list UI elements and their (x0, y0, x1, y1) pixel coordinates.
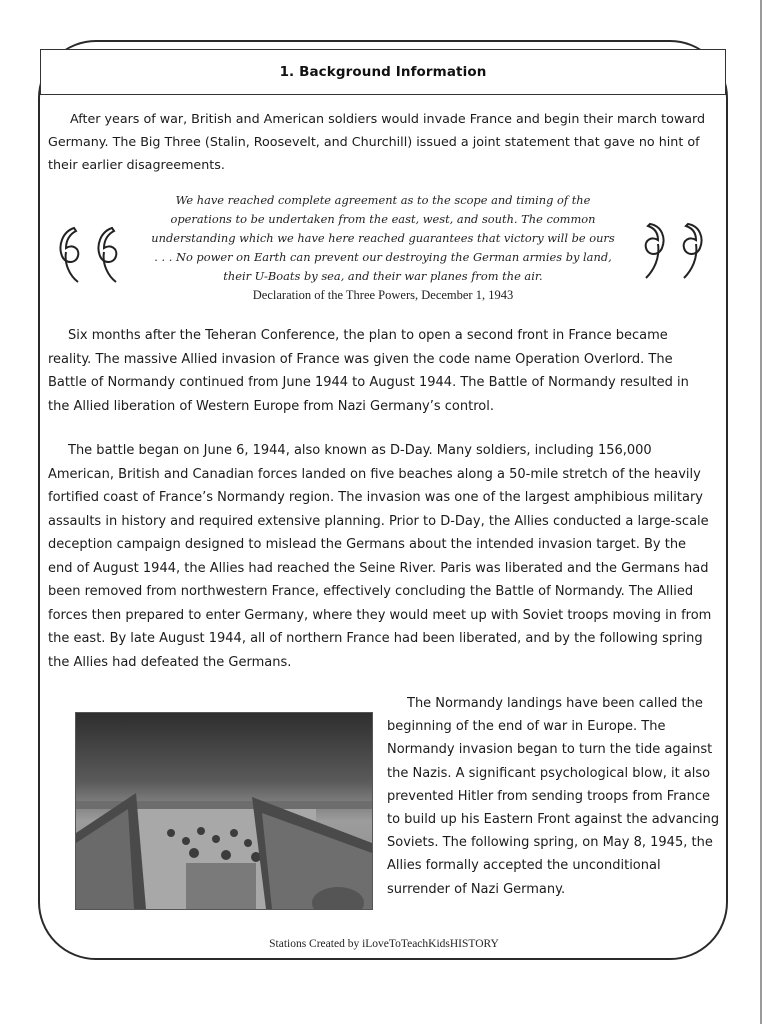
intro-text: After years of war, British and American soldiers would invade France and begin their march toward Germany. The Big Three (Stalin, Roosevelt, and Churchill) issued a joint statement that gave no hint of their earlier disagreements. (48, 111, 706, 172)
d-day-landing-photo (75, 712, 373, 910)
open-quote-icon (56, 224, 136, 284)
close-quote-icon (628, 220, 708, 280)
scan-edge-line (760, 0, 762, 1024)
footer-credit: Stations Created by iLoveToTeachKidsHISTORY (269, 938, 499, 950)
intro-paragraph (48, 107, 714, 176)
body-paragraph-1-text: Six months after the Teheran Conference, the plan to open a second front in France became reality. The massive Allied invasion of France was given the code name Operation Overlord. The Battle of Normandy continued from June 1944 to August 1944. The Battle of Normandy resulted in the Allied liberation of Western Europe from Nazi Germany’s control. (48, 328, 689, 414)
body-paragraph-3 (387, 692, 722, 901)
body-paragraph-2-text: The battle began on June 6, 1944, also known as D-Day. Many soldiers, including 156,000 American, British and Canadian forces landed on five beaches along a 50-mile stretch of the heavily fortified coast of France’s Normandy region. The invasion was one of the largest amphibious military assaults in history and required extensive planning. Prior to D-Day, the Allies conducted a large-scale deception campaign designed to mislead the Germans about the intended invasion target. By the end of August 1944, the Allies had reached the Seine River. Paris was liberated and the Germans had been removed from northwestern France, effectively concluding the Battle of Normandy. The Allied forces then prepared to enter Germany, where they would meet up with Soviet troops moving in from the east. By late August 1944, all of northern France had been liberated, and by the following spring the Allies had defeated the Germans. (48, 443, 712, 670)
quote-text: We have reached complete agreement as to the scope and timing of the operations to be undertaken from the east, west, and south. The common understanding which we have here reached guarantees that victory will be ours . . . No power on Earth can prevent our destroying the German armies by land, their U-Boats by sea, and their war planes from the air. (151, 193, 615, 283)
body-paragraph-2 (48, 439, 714, 674)
body-paragraph-1 (48, 324, 714, 418)
quote-attribution: Declaration of the Three Powers, December 1, 1943 (252, 288, 514, 302)
section-title: 1. Background Information (279, 64, 487, 80)
body-paragraph-3-text: The Normandy landings have been called the beginning of the end of war in Europe. The Normandy invasion began to turn the tide against the Nazis. A significant psychological blow, it also prevented Hitler from sending troops from France to build up his Eastern Front against the advancing Soviets. The following spring, on May 8, 1945, the Allies formally accepted the unconditional surrender of Nazi Germany. (387, 696, 720, 897)
section-title-box (40, 49, 726, 95)
